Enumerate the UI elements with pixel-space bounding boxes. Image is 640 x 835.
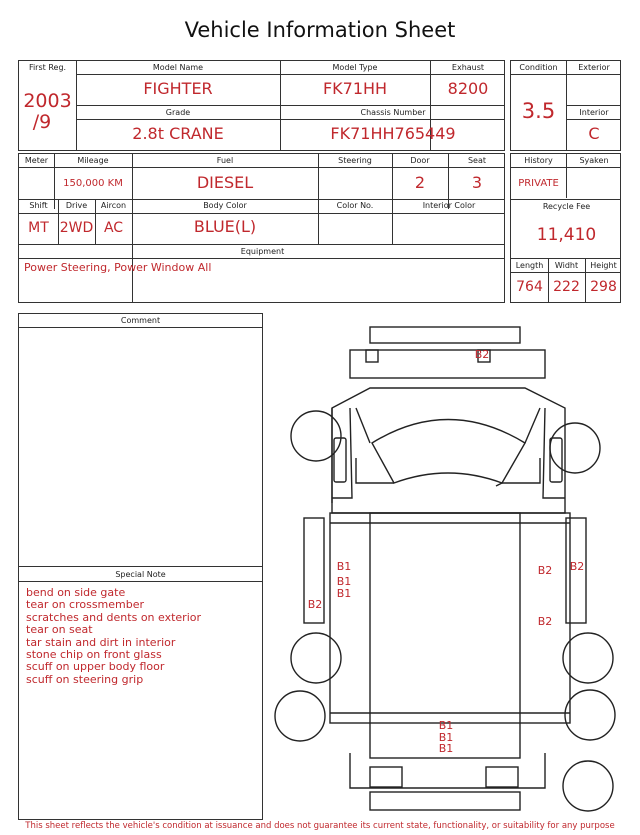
chassis-value: FK71HH765449	[330, 124, 456, 143]
damage-mark: B1	[336, 560, 352, 573]
model-type-label: Model Type	[332, 63, 378, 72]
vehicle-details-box	[18, 153, 505, 303]
model-name-label: Model Name	[152, 63, 204, 72]
condition-label: Condition	[519, 63, 558, 72]
damage-mark: B2	[537, 615, 553, 628]
damage-mark: B1	[336, 575, 352, 588]
first-reg-label: First Reg.	[28, 63, 67, 72]
special-note-label: Special Note	[115, 570, 166, 579]
drive-value: 2WD	[59, 220, 94, 236]
interior-color-label: Interior Color	[422, 201, 476, 210]
condition-box	[510, 60, 621, 151]
seat-value: 3	[471, 173, 483, 192]
special-note-box	[18, 566, 263, 820]
shift-value: MT	[28, 220, 49, 236]
seat-label: Seat	[467, 156, 487, 165]
equipment-value: Power Steering, Power Window All	[24, 261, 212, 274]
damage-mark: B1	[438, 719, 454, 732]
list-item: tear on seat	[26, 623, 93, 637]
model-type-value: FK71HH	[322, 79, 388, 98]
interior-value: C	[588, 124, 600, 143]
history-value: PRIVATE	[518, 178, 559, 189]
width-label: Widht	[554, 261, 579, 270]
damage-mark: B2	[537, 564, 553, 577]
list-item: stone chip on front glass	[26, 648, 162, 662]
truck-damage-diagram	[270, 318, 632, 818]
history-box	[510, 153, 621, 303]
mileage-label: Mileage	[77, 156, 109, 165]
aircon-value: AC	[103, 220, 124, 236]
list-item: scratches and dents on exterior	[26, 610, 202, 624]
comment-label: Comment	[120, 316, 161, 325]
damage-mark: B1	[438, 742, 454, 755]
disclaimer: This sheet reflects the vehicle's condition at issuance and does not guarantee its current state, functionality, or suitability for any purpose	[25, 821, 615, 831]
body-color-label: Body Color	[203, 201, 247, 210]
color-no-label: Color No.	[336, 201, 374, 210]
damage-mark: B2	[569, 560, 585, 573]
vehicle-info-box	[18, 60, 505, 151]
steering-label: Steering	[338, 156, 372, 165]
chassis-label: Chassis Number	[360, 108, 426, 117]
damage-mark: B2	[474, 348, 490, 361]
drive-label: Drive	[65, 201, 88, 210]
exhaust-value: 8200	[447, 79, 489, 98]
recycle-fee-value: 11,410	[536, 225, 597, 245]
door-label: Door	[410, 156, 430, 165]
door-value: 2	[414, 173, 426, 192]
height-label: Height	[590, 261, 617, 270]
recycle-fee-label: Recycle Fee	[542, 202, 591, 211]
body-color-value: BLUE(L)	[193, 217, 257, 236]
list-item: tar stain and dirt in interior	[26, 635, 176, 649]
list-item: scuff on steering grip	[26, 672, 144, 686]
exterior-label: Exterior	[578, 63, 610, 72]
comment-box	[18, 313, 263, 567]
grade-value: 2.8t CRANE	[132, 124, 224, 143]
special-note-list	[26, 587, 201, 686]
damage-mark: B1	[438, 731, 454, 744]
mileage-value: 150,000 KM	[63, 178, 123, 189]
shift-label: Shift	[29, 201, 48, 210]
syaken-label: Syaken	[579, 156, 609, 165]
width-value: 222	[553, 279, 580, 295]
list-item: tear on crossmember	[26, 598, 145, 612]
first-reg-year: 2003	[23, 90, 72, 112]
damage-mark: B2	[307, 598, 323, 611]
meter-label: Meter	[24, 156, 49, 165]
fuel-label: Fuel	[216, 156, 234, 165]
aircon-label: Aircon	[100, 201, 127, 210]
first-reg-month: /9	[32, 111, 52, 133]
equipment-label: Equipment	[240, 247, 285, 256]
height-value: 298	[590, 279, 617, 295]
model-name-value: FIGHTER	[143, 79, 213, 98]
interior-label: Interior	[579, 108, 609, 117]
fuel-value: DIESEL	[196, 173, 254, 192]
page-title: Vehicle Information Sheet	[184, 18, 456, 42]
grade-label: Grade	[165, 108, 191, 117]
list-item: bend on side gate	[26, 586, 126, 599]
list-item: scuff on upper body floor	[26, 660, 165, 674]
length-label: Length	[515, 261, 544, 270]
history-label: History	[524, 156, 553, 165]
damage-mark: B1	[336, 587, 352, 600]
length-value: 764	[516, 279, 543, 295]
exhaust-label: Exhaust	[451, 63, 485, 72]
condition-value: 3.5	[521, 99, 556, 123]
